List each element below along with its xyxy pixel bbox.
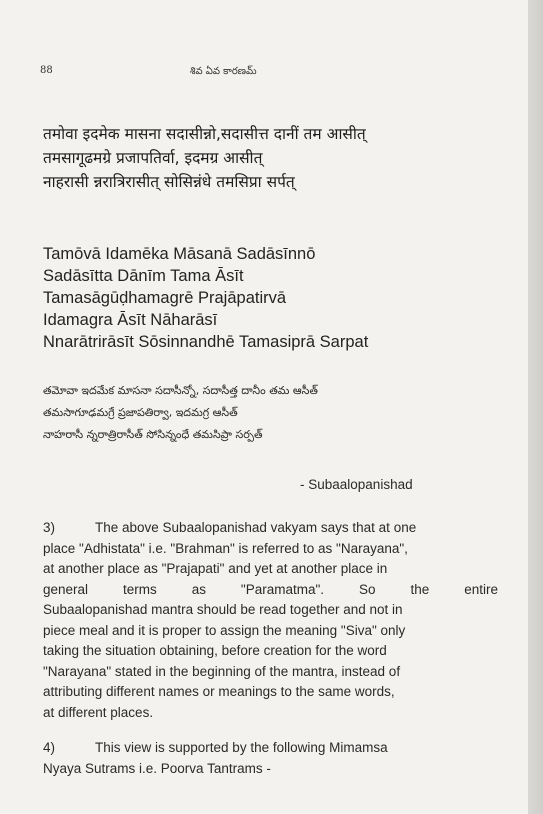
paragraph-line: taking the situation obtaining, before creation for the word bbox=[43, 643, 387, 658]
paragraph-4 bbox=[43, 738, 498, 779]
sanskrit-verse bbox=[43, 122, 503, 194]
page-edge bbox=[528, 0, 543, 814]
verse-line: Nnarātrirāsīt Sōsinnandhē Tamasiprā Sarpat bbox=[43, 333, 369, 351]
paragraph-line: Nyaya Sutrams i.e. Poorva Tantrams - bbox=[43, 760, 271, 776]
paragraph-line: at different places. bbox=[43, 704, 154, 720]
paragraph-line: place "Adhistata" i.e. "Brahman" is referred to as "Narayana", bbox=[43, 540, 408, 556]
paragraph-line: Subaalopanishad mantra should be read together and not in bbox=[43, 602, 403, 617]
paragraph-line: "Narayana" stated in the beginning of the mantra, instead of bbox=[43, 663, 401, 679]
verse-line: तमसागूढमग्रे प्रजापतिर्वा, इदमग्र आसीत् bbox=[43, 149, 263, 167]
word: So bbox=[358, 581, 376, 597]
verse-line: తమోవా ఇదమేక మాసనా సదాసీన్నో, సదాసీత్త దానీం తమ ఆసీత్ bbox=[43, 384, 318, 397]
verse-line: నాహరాసీ న్నరాత్రిరాసీత్ సోసిన్నంధే తమసిప్రా సర్పత్ bbox=[43, 428, 263, 441]
word: the bbox=[410, 581, 430, 597]
paragraph-line: at another place as "Prajapati" and yet at another place in bbox=[43, 561, 388, 576]
paragraph-line: attributing different names or meanings to the same words, bbox=[43, 684, 395, 699]
verse-line: Tamōvā Idamēka Māsanā Sadāsīnnō bbox=[43, 245, 316, 263]
paragraph-line: piece meal and it is proper to assign the meaning "Siva" only bbox=[43, 622, 406, 638]
word: terms bbox=[123, 581, 157, 597]
running-title: శివ ఏవ కారణమ్ bbox=[190, 66, 257, 77]
telugu-verse bbox=[43, 380, 503, 446]
verse-line: नाहरासी न्नरात्रिरासीत् सोसिन्नंधे तमसिप्रा सर्पत् bbox=[43, 173, 295, 191]
verse-line: Idamagra Āsīt Nāharāsī bbox=[43, 311, 218, 329]
transliterated-verse bbox=[43, 243, 513, 353]
verse-source: - Subaalopanishad bbox=[300, 477, 413, 492]
paragraph-line: 3) The above Subaalopanishad vakyam says that at one bbox=[43, 518, 498, 539]
verse-line: Tamasāgūḍhamagrē Prajāpatirvā bbox=[43, 289, 287, 307]
page-number: 88 bbox=[40, 65, 53, 76]
word: "Paramatma". bbox=[240, 581, 325, 597]
paragraph-3 bbox=[43, 518, 498, 723]
page-header bbox=[40, 65, 500, 83]
paragraph-line: 4) This view is supported by the following Mimamsa bbox=[43, 738, 498, 759]
word: entire bbox=[464, 581, 498, 597]
paragraph-number: 3) bbox=[43, 520, 56, 535]
word: general bbox=[43, 581, 89, 597]
verse-line: తమసాగూఢమగ్రే ప్రజాపతిర్వా, ఇదమగ్ర ఆసీత్ bbox=[43, 406, 238, 419]
word: as bbox=[191, 581, 206, 597]
paragraph-line-justified bbox=[43, 580, 498, 601]
verse-line: Sadāsītta Dānīm Tama Āsīt bbox=[43, 267, 244, 285]
paragraph-number: 4) bbox=[43, 740, 56, 755]
verse-line: तमोवा इदमेक मासना सदासीन्नो,सदासीत्त दानीं तम आसीत् bbox=[43, 125, 366, 143]
